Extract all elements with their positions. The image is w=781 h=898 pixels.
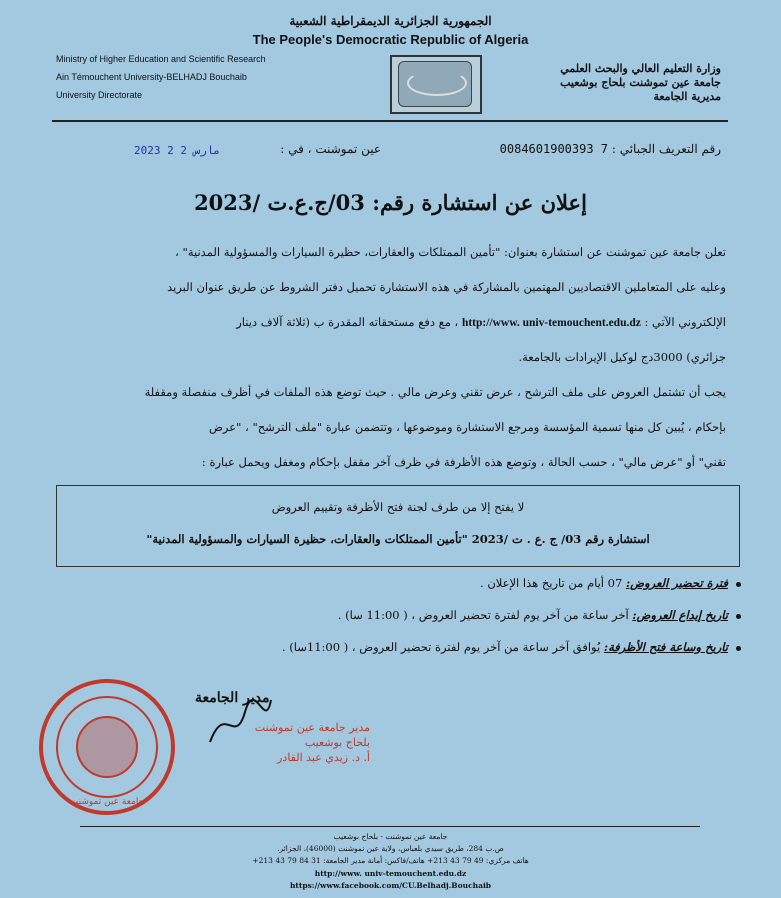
right-header: [560, 62, 721, 104]
list-item: فترة تحضير العروض: 07 أيام من تاريخ هذا الإعلان .: [480, 576, 741, 590]
signatory-line-2: بلحاج بوشعيب: [304, 736, 370, 749]
announcement-title: إعلان عن استشارة رقم: 03/ج.ع.ت /2023: [194, 190, 587, 215]
republic-english: The People's Democratic Republic of Algeria: [252, 32, 529, 47]
signatory-line-1: مدير جامعة عين تموشنت: [254, 721, 370, 734]
bullet-icon: [736, 646, 741, 651]
paragraph-5: يجب أن تشتمل العروض على ملف الترشح ، عرض تقني وعرض مالي . حيث توضع هذه الملفات في أظرف منفصلة ومقفلة: [144, 385, 726, 399]
paragraph-1: تعلن جامعة عين تموشنت عن استشارة بعنوان: "تأمين الممتلكات والعقارات، حظيرة السيارات والمسؤولية المدنية" ،: [175, 245, 726, 259]
republic-arabic: الجمهورية الجزائرية الديمقراطية الشعبية: [289, 14, 492, 28]
handwritten-date: 2023 مارس 2 2: [134, 144, 221, 157]
footer-website[interactable]: http://www. univ-temouchent.edu.dz: [314, 869, 467, 878]
signatory-title: مدير الجامعة: [195, 690, 270, 706]
directorate-ar: مديرية الجامعة: [653, 90, 721, 103]
paragraph-7: تقني" أو "عرض مالي" ، حسب الحالة ، وتوضع هذه الأظرفة في ظرف آخر مقفل بإحكام ومغفل ويحمل عبارة :: [201, 455, 726, 469]
official-stamp-icon: [32, 672, 182, 822]
header-divider: [52, 120, 728, 122]
place-date-line: [280, 142, 381, 156]
left-header: [56, 50, 266, 104]
place-label: عين تموشنت ، في :: [280, 142, 381, 156]
bullet-icon: [736, 614, 741, 619]
list-item: تاريخ إيداع العروض: آخر ساعة من آخر يوم لفترة تحضير العروض ، ( 11:00 سا) .: [338, 608, 741, 622]
ministry-en: Ministry of Higher Education and Scientific Research: [56, 54, 266, 64]
stamp-text: جامعة عين تموشنت: [69, 797, 145, 807]
footer-line-3: هاتف مركزي: 49 79 43 213+ هاتف/فاكس: أمانة مدير الجامعة: 31 84 79 43 213+: [252, 856, 529, 865]
envelope-label-box: [56, 485, 740, 567]
footer-line-2: ص.ب 284، طريق سيدي بلعباس، ولاية عين تموشنت (46000)، الجزائر.: [277, 844, 504, 853]
signatory-line-3: أ. د. زيدي عبد القادر: [277, 751, 370, 764]
footer-divider: [80, 826, 700, 827]
paragraph-3: [46, 310, 726, 335]
footer-facebook[interactable]: https://www.facebook.com/CU.Belhadj.Bouchaib: [289, 881, 492, 890]
paragraph-2: وعليه على المتعاملين الاقتصاديين المهتمين بالمشاركة في هذه الاستشارة تحميل دفتر الشروط عن طريق عنوان البريد: [167, 280, 726, 294]
tax-id-line: [500, 142, 721, 156]
tax-id-label: رقم التعريف الجبائي :: [611, 142, 721, 156]
university-ar: جامعة عين تموشنت بلحاج بوشعيب: [560, 76, 721, 89]
paragraph-4: جزائري) 3000دج لوكيل الإيرادات بالجامعة.: [518, 350, 726, 364]
list-item: تاريخ وساعة فتح الأظرفة: يُوافق آخر ساعة من آخر يوم لفترة تحضير العروض ، ( 11:00سا) .: [282, 640, 741, 654]
box-line-2: استشارة رقم 03/ ج .ع . ت /2023 "تأمين الممتلكات والعقارات، حظيرة السيارات والمسؤولية المدنية": [146, 532, 650, 546]
directorate-en: University Directorate: [56, 90, 143, 100]
box-line-1: لا يفتح إلا من طرف لجنة فتح الأظرفة وتقييم العروض: [271, 500, 525, 514]
ministry-ar: وزارة التعليم العالي والبحث العلمي: [560, 62, 721, 75]
paragraph-6: بإحكام ، يُبين كل منها تسمية المؤسسة ومرجع الاستشارة وموضوعها ، وتتضمن عبارة "ملف الترشح" ، "عرض: [209, 420, 726, 434]
signature-stamp-text: [240, 720, 370, 765]
download-url[interactable]: http://www. univ-temouchent.edu.dz: [461, 317, 641, 329]
university-logo-icon: [390, 55, 482, 114]
tax-id-value: 0084601900393 7: [499, 142, 609, 156]
email-label: الإلكتروني الآتي :: [644, 315, 726, 329]
footer-line-1: جامعة عين تموشنت - بلحاج بوشعيب: [333, 832, 448, 841]
bullet-icon: [736, 582, 741, 587]
fee-text: ، مع دفع مستحقاته المقدرة ب (ثلاثة آلاف دينار: [236, 315, 459, 329]
university-en: Ain Témouchent University-BELHADJ Bouchaib: [56, 72, 247, 82]
